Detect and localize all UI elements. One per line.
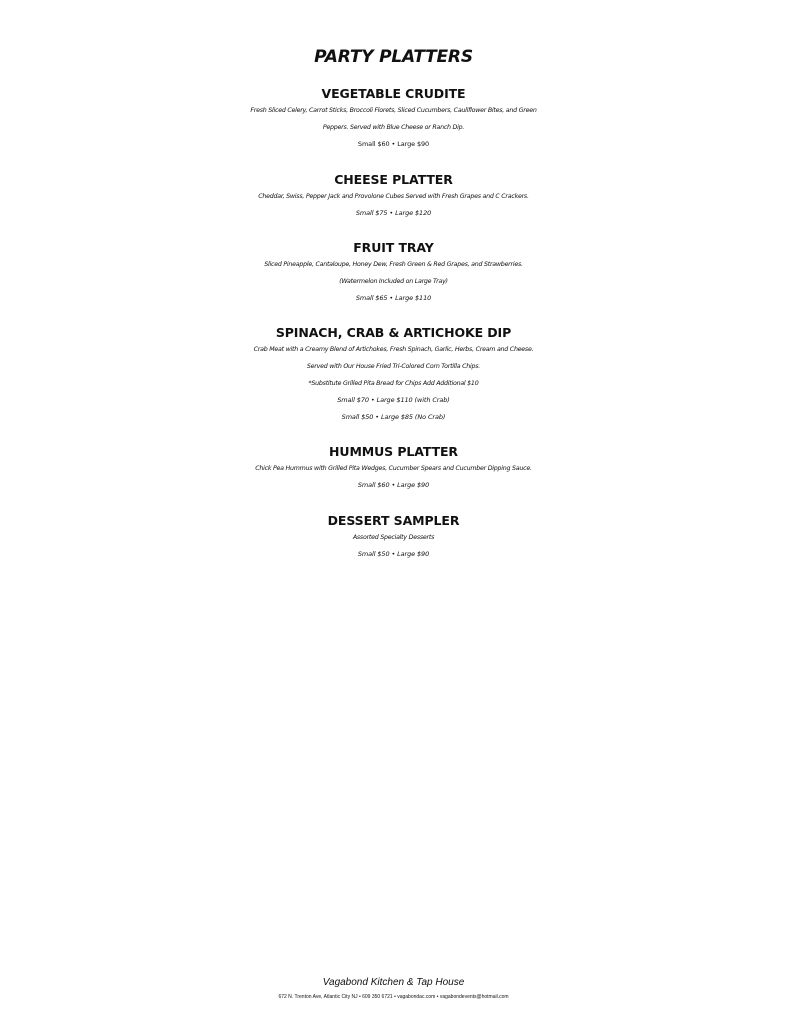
- menu-section-spinach-crab-artichoke-dip: [0, 324, 787, 426]
- section-heading: VEGETABLE CRUDITE: [321, 86, 466, 101]
- section-price: Small $50 • Large $90: [357, 550, 430, 558]
- menu-section-dessert-sampler: [0, 512, 787, 563]
- section-price: Small $65 • Large $110: [355, 294, 432, 302]
- menu-section-vegetable-crudite: [0, 85, 787, 153]
- section-heading: CHEESE PLATTER: [334, 172, 453, 187]
- section-description-line: Assorted Specialty Desserts: [352, 534, 435, 541]
- section-description-line: Peppers. Served with Blue Cheese or Ranch Dip.: [322, 124, 465, 131]
- footer-contact-line: 672 N. Trenton Ave, Atlantic City NJ • 609 350 6721 • vagabondac.com • vagabondevents@hotmail.com: [278, 994, 509, 1000]
- menu-section-fruit-tray: [0, 239, 787, 307]
- section-description-line: Sliced Pineapple, Cantaloupe, Honey Dew, Fresh Green & Red Grapes, and Strawberries.: [264, 261, 523, 268]
- section-heading: HUMMUS PLATTER: [329, 444, 458, 459]
- section-heading: FRUIT TRAY: [353, 240, 434, 255]
- section-description-line: Chick Pea Hummus with Grilled Pita Wedges, Cucumber Spears and Cucumber Dipping Sauce.: [255, 465, 532, 472]
- section-description-line: Served with Our House Fried Tri-Colored Corn Tortilla Chips.: [306, 363, 481, 370]
- section-price: Small $70 • Large $110 (with Crab): [337, 396, 450, 404]
- page-title: PARTY PLATTERS: [314, 47, 473, 67]
- section-description-line: *Substitute Grilled Pita Bread for Chips Add Additional $10: [308, 380, 479, 387]
- section-heading: DESSERT SAMPLER: [327, 513, 460, 528]
- section-description-line: Cheddar, Swiss, Pepper Jack and Provolone Cubes Served with Fresh Grapes and C Crackers.: [258, 193, 529, 200]
- menu-section-cheese-platter: [0, 171, 787, 222]
- section-price: Small $50 • Large $85 (No Crab): [341, 413, 446, 421]
- menu-section-hummus-platter: [0, 443, 787, 494]
- section-description-line: Fresh Sliced Celery, Carrot Sticks, Broccoli Florets, Sliced Cucumbers, Cauliflower Bites, and Green: [250, 107, 537, 114]
- section-price: Small $75 • Large $120: [355, 209, 432, 217]
- section-heading: SPINACH, CRAB & ARTICHOKE DIP: [275, 325, 512, 340]
- section-price: Small $60 • Large $90: [357, 481, 430, 489]
- footer-business-name: Vagabond Kitchen & Tap House: [322, 977, 465, 988]
- section-description-line: (Watermelon Included on Large Tray): [339, 278, 448, 285]
- section-price: Small $60 • Large $90: [357, 140, 430, 148]
- section-description-line: Crab Meat with a Creamy Blend of Artichokes, Fresh Spinach, Garlic, Herbs, Cream and Cheese.: [253, 346, 534, 353]
